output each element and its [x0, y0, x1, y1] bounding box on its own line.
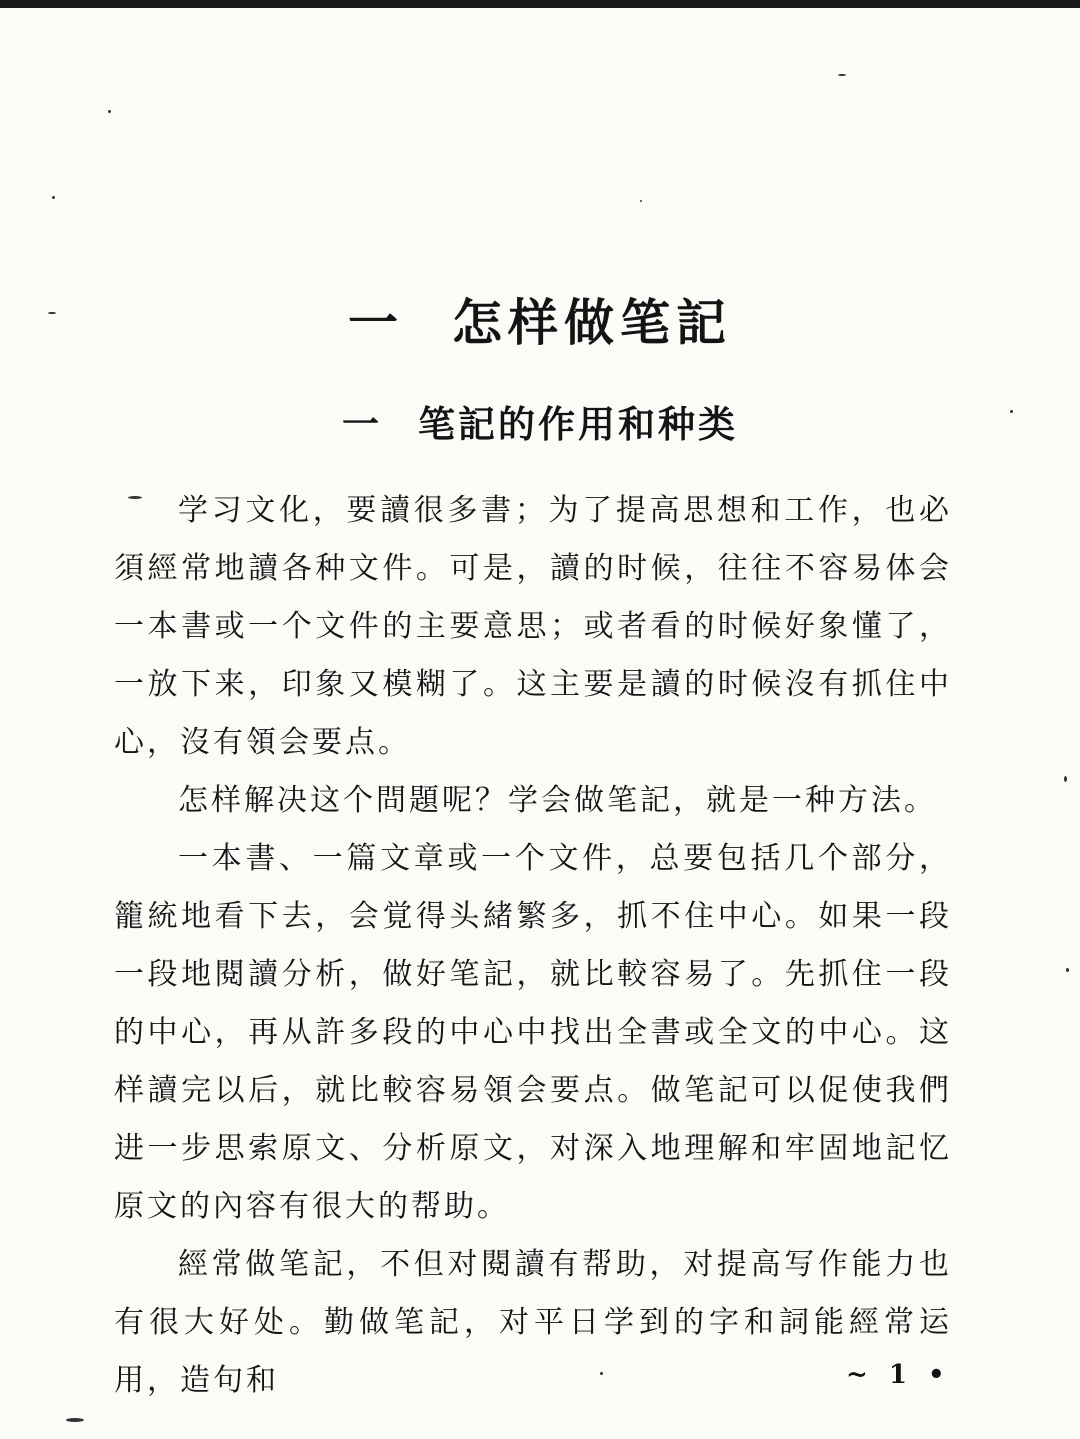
scan-speck: [1066, 968, 1069, 972]
section-number: 一: [342, 402, 382, 446]
scan-speck: [838, 74, 846, 76]
paragraph: 經常做笔記，不但对閱讀有帮助，对提高写作能力也有很大好处。勤做笔記，对平日学到的字和詞能經常运用，造句和: [114, 1247, 952, 1398]
scan-speck: [108, 110, 111, 113]
scan-speck: [640, 200, 642, 202]
body-text: [114, 482, 952, 1410]
chapter-heading: [0, 290, 1080, 356]
page-number: ~ 1 •: [846, 1360, 951, 1390]
chapter-number: 一: [348, 293, 404, 352]
scan-top-edge: [0, 0, 1080, 8]
section-title: 笔記的作用和种类: [418, 402, 738, 446]
scan-speck: [52, 196, 55, 199]
paragraph: 怎样解决这个問題呢？学会做笔記，就是一种方法。: [178, 783, 937, 818]
scan-speck: [1064, 776, 1067, 782]
paragraph: 学习文化，要讀很多書；为了提高思想和工作，也必須經常地讀各种文件。可是，讀的时候，往往不容易体会一本書或一个文件的主要意思；或者看的时候好象懂了，一放下来，印象又模糊了。这主要是讀的时候沒有抓住中心，沒有領会要点。: [114, 493, 952, 760]
scan-speck: [66, 1418, 84, 1422]
chapter-title: 怎样做笔記: [452, 293, 732, 352]
section-heading: [0, 398, 1080, 450]
paragraph: 一本書、一篇文章或一个文件，总要包括几个部分，籠統地看下去，会覚得头緒繁多，抓不住中心。如果一段一段地閱讀分析，做好笔記，就比較容易了。先抓住一段的中心，再从許多段的中心中找出全書或全文的中心。这样讀完以后，就比較容易領会要点。做笔記可以促使我們进一步思索原文、分析原文，对深入地理解和牢固地記忆原文的內容有很大的帮助。: [114, 841, 952, 1224]
